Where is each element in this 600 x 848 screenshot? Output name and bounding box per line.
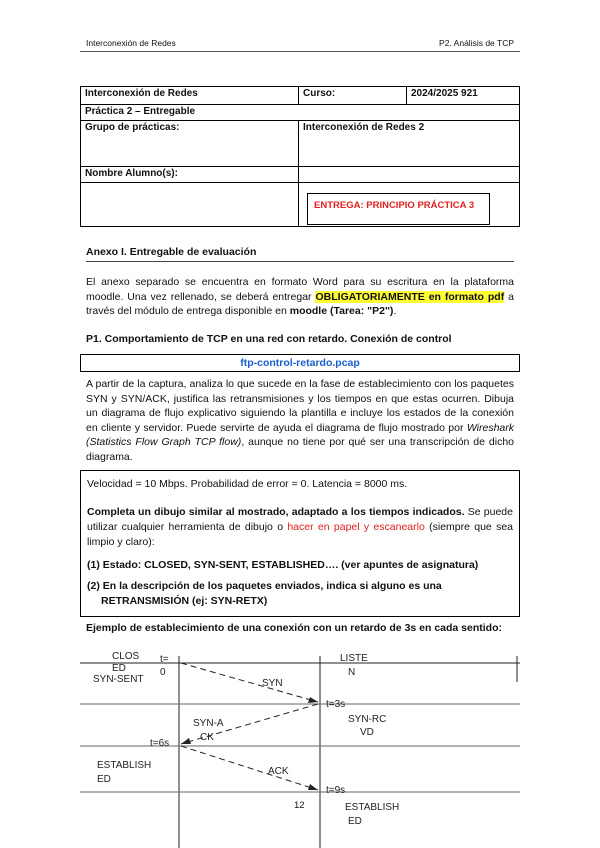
ack-arrow [181,746,318,790]
course-title: Interconexión de Redes [81,87,299,105]
label-estab-server-a: ESTABLISH [345,802,400,813]
page-number: 12 [294,800,305,811]
synack-arrowhead [181,738,191,744]
label-t6: t=6s [150,738,170,749]
pcap-file: ftp-control-retardo.pcap [80,354,520,372]
desc-wireshark: Wireshark [466,421,514,434]
intro-bold: moodle (Tarea: "P2") [289,305,394,317]
curso-value: 2024/2025 921 [407,87,520,105]
syn-arrowhead [308,697,318,703]
ack-arrowhead [308,784,318,790]
annex-intro [86,275,514,319]
label-syn-sent: SYN-SENT [93,674,144,685]
annex-title: Anexo I. Entregable de evaluación [86,246,257,258]
label-syn-rcvd-b: VD [360,727,374,738]
intro-text: El anexo separado se encuentra en formato Word para su escritura en la plataforma moodle. Una vez rellenado, se deberá entregar [86,276,514,303]
complete-instructions [87,505,513,550]
nombre-value[interactable] [299,167,520,183]
complete-text: Se puede utilizar cualquier herramienta de dibujo o [87,506,513,533]
requirement-2: (2) En la descripción de los paquetes enviados, indica si alguno es una RETRANSMISIÓN (ej: SYN-RETX) [87,580,442,607]
empty-cell [81,183,299,227]
grupo-label: Grupo de prácticas: [81,121,299,167]
header-right: P2. Análisis de TCP [439,38,514,48]
label-t0a: t= [160,654,169,665]
label-estab-server-b: ED [348,816,362,827]
entrega-box: ENTREGA: PRINCIPIO PRÁCTICA 3 [307,193,490,225]
label-syn: SYN [262,678,283,689]
intro-end: . [393,305,397,317]
curso-label: Curso: [299,87,407,105]
desc-flow-path: (Statistics Flow Graph TCP flow) [86,436,242,448]
complete-bold: Completa un dibujo similar al mostrado, adaptado a los tiempos indicados. [87,506,465,518]
requirements-box [80,470,520,617]
p1-description [86,377,514,464]
header-left: Interconexión de Redes [86,38,176,48]
p1-title: P1. Comportamiento de TCP en una red con retardo. Conexión de control [86,333,452,345]
practica-title: Práctica 2 – Entregable [81,105,520,121]
label-t3: t=3s [326,699,346,710]
header-divider [80,51,520,52]
label-t0b: 0 [160,667,166,678]
flow-diagram [0,642,600,848]
label-listen-n: N [348,667,356,678]
label-estab-client-b: ED [97,774,111,785]
desc-text-2: , aunque no tiene por qué ser una transcripción de dicho diagrama. [86,436,514,463]
label-ack: ACK [268,766,289,777]
nombre-label: Nombre Alumno(s): [81,167,299,183]
label-syn-rcvd-a: SYN-RC [348,714,387,725]
network-params: Velocidad = 10 Mbps. Probabilidad de error = 0. Latencia = 8000 ms. [87,478,408,490]
complete-red: hacer en papel y escanearlo [287,521,425,533]
label-clos: CLOS [112,651,140,662]
example-title: Ejemplo de establecimiento de una conexión con un retardo de 3s en cada sentido: [86,622,503,634]
annex-divider [86,261,514,262]
label-clos-ed: ED [112,663,126,674]
label-t9: t=9s [326,785,346,796]
label-estab-client-a: ESTABLISH [97,760,152,771]
label-synack-b: CK [200,732,214,743]
intro-highlight: OBLIGATORIAMENTE en formato pdf [315,290,505,303]
grupo-value: Interconexión de Redes 2 [299,121,520,167]
syn-arrow [181,663,318,702]
complete-text-2: (siempre que sea limpio y claro): [87,521,514,548]
requirement-1: (1) Estado: CLOSED, SYN-SENT, ESTABLISHED…. (ver apuntes de asignatura) [87,559,479,571]
label-liste: LISTE [340,653,368,664]
label-synack-a: SYN-A [193,718,224,729]
desc-text: A partir de la captura, analiza lo que sucede en la fase de establecimiento con los paquetes SYN y SYN/ACK, justifica las retransmisiones y los tiempos en que estas ocurren. Dibuja un diagrama de flujo explicativo siguiendo la plantilla e incluye los estados de la conexión en cliente y servidor. Puede servirte de ayuda el diagrama de flujo mostrado por [86,378,514,434]
intro-text-2: a través del módulo de entrega disponible en [86,290,514,317]
